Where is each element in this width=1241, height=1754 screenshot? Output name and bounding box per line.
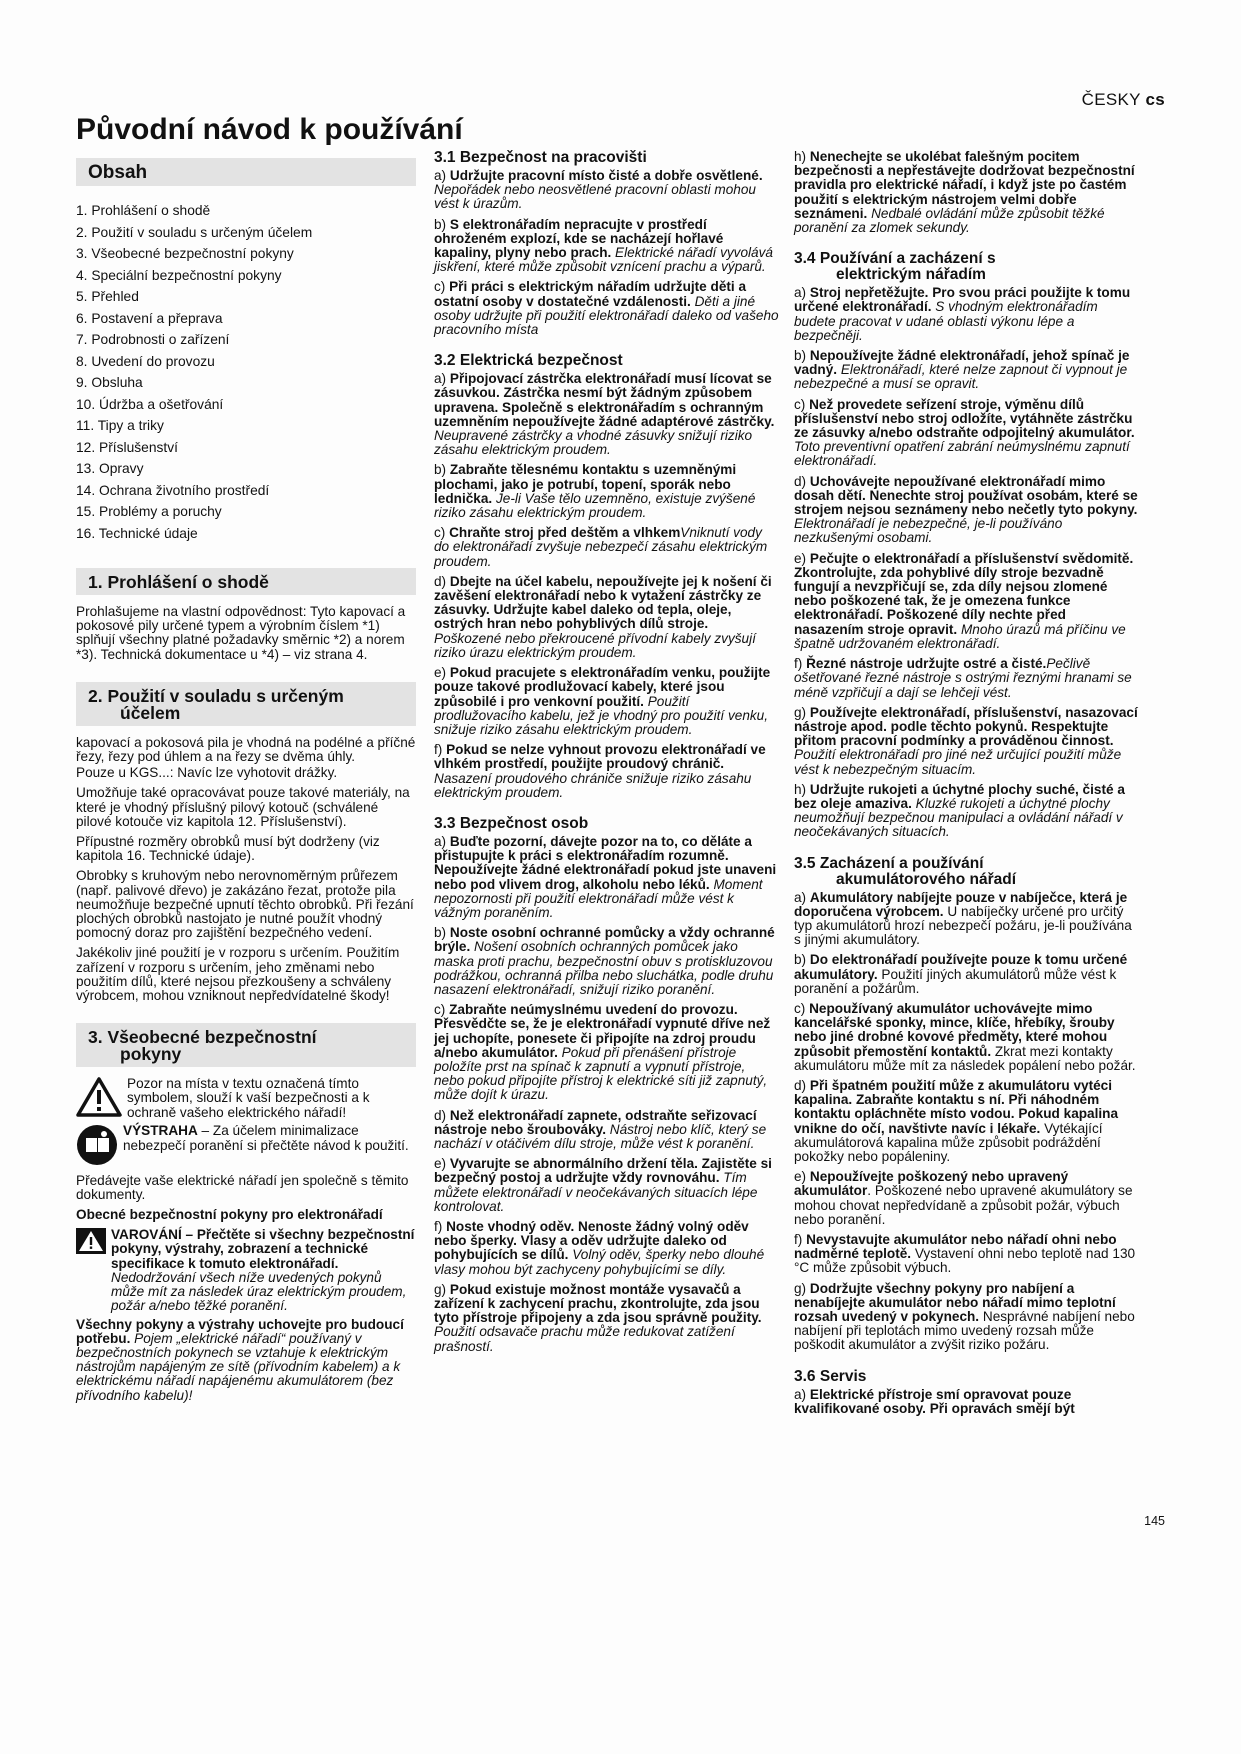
s32-item-d: d) Dbejte na účel kabelu, nepoužívejte jej k nošení či zavěšení elektronářadí nebo k vytažení zástrčky ze zásuvky. Udržujte kabel daleko od tepla, oleje, ostrých hran nebo pohyblivých dílů stroje. Poškozené nebo překroucené přívodní kabely zvyšují riziko úrazu elektrickým proudem.: [434, 573, 772, 660]
toc-item: 7. Podrobnosti o zařízení: [76, 332, 230, 347]
page-title: Původní návod k používání: [76, 113, 463, 146]
keep-instructions-bold: Všechny pokyny a výstrahy uchovejte pro budoucí potřebu.: [76, 1316, 404, 1346]
language-code: cs: [1145, 90, 1165, 109]
section-2-heading: [76, 682, 416, 726]
toc-item: 5. Přehled: [76, 289, 139, 304]
section-3-4-heading-line1: 3.4 Používání a zacházení s: [794, 250, 996, 268]
varovani-italic: Nedodržování všech níže uvedených pokynů může mít za následek úraz elektrickým proudem, požár a/nebo těžké poranění.: [111, 1269, 407, 1314]
toc-item: 1. Prohlášení o shodě: [76, 203, 211, 218]
toc-item: 10. Údržba a ošetřování: [76, 396, 224, 412]
toc-heading: Obsah: [76, 158, 416, 186]
toc-item: 15. Problémy a poruchy: [76, 504, 222, 519]
section-2-p3: Přípustné rozměry obrobků musí být dodrženy (viz kapitola 16. Technické údaje).: [76, 834, 380, 864]
s31-item-c: c) Při práci s elektrickým nářadím udržujte děti a ostatní osoby v dostatečné vzdálenosti. Děti a jiné osoby udržujte při použití elektronářadí daleko od vašeho pracovního místa: [434, 279, 779, 338]
section-2-p5: Jakékoliv jiné použití je v rozporu s určením. Použitím zařízení v rozporu s určením, jeho změnami nebo použitím dílů, které nejsou přezkoušeny a schváleny výrobcem, mohou vzniknout nepředvídatelné škody!: [76, 945, 400, 1004]
section-2-p1b: Pouze u KGS...: Navíc lze vyhotovit drážky.: [76, 765, 338, 781]
general-safety-subheading: Obecné bezpečnostní pokyny pro elektronářadí: [76, 1207, 383, 1223]
s33-item-d: d) Než elektronářadí zapnete, odstraňte seřizovací nástroje nebo šroubováky. Nástroj nebo klíč, který se nachází v otáčivém dílu stroje, může vést k poranění.: [434, 1107, 767, 1151]
s33-item-f: f) Noste vhodný oděv. Nenoste žádný volný oděv nebo šperky. Vlasy a oděv udržujte daleko od pohybujících se dílů. Volný oděv, šperky nebo dlouhé vlasy mohou být zachyceny pohybujícími se díly.: [434, 1219, 765, 1277]
column-middle: [434, 150, 779, 1360]
s32-item-b: b) Zabraňte tělesnému kontaktu s uzemněnými plochami, jako je potrubí, topení, sporák nebo lednička. Je-li Vaše tělo uzemněno, existuje zvýšené riziko zásahu elektrickým proudem.: [434, 462, 756, 521]
toc-list: [76, 200, 416, 544]
pass-documents-text: Předávejte vaše elektrické nářadí jen společně s těmito dokumenty.: [76, 1172, 409, 1202]
s35-item-g: g) Dodržujte všechny pokyny pro nabíjení a nenabíjejte akumulátor nebo nářadí mimo teplotní rozsah uvedený v pokynech. Nesprávné nabíjení nebo nabíjení při teplotách mimo uvedený rozsah může poškodit akumulátor a zvýšit riziko požáru.: [794, 1280, 1135, 1353]
toc-item: 14. Ochrana životního prostředí: [76, 482, 270, 498]
section-2-heading-line2: účelem: [120, 702, 181, 723]
section-3-6-heading: 3.6 Servis: [794, 1367, 867, 1385]
s35-item-a: a) Akumulátory nabíjejte pouze v nabíječce, která je doporučena výrobcem. U nabíječky určené pro určitý typ akumulátorů hrozí nebezpečí požáru, je-li používána s jinými akumulátory.: [794, 889, 1132, 948]
language-name: ČESKY: [1081, 90, 1141, 109]
s35-item-c: c) Nepoužívaný akumulátor uchovávejte mimo kancelářské sponky, mince, klíče, hřebíky, šrouby nebo jiné drobné kovové předměty, které mohou způsobit přemostění kontaktů. Zkrat mezi kontakty akumulátoru může mít za následek popálení nebo požár.: [794, 1000, 1136, 1073]
section-3-heading-line1: 3. Všeobecné bezpečnostní: [88, 1027, 317, 1048]
section-3-1-heading: 3.1 Bezpečnost na pracovišti: [434, 149, 647, 166]
section-3-heading-line2: pokyny: [120, 1044, 182, 1065]
section-2-p2: Umožňuje také opracovávat pouze takové materiály, na které je vhodný příslušný pilový kotouč (schválené pilové kotouče viz kapitola 12. Příslušenství).: [76, 785, 410, 829]
s33-item-g: g) Pokud existuje možnost montáže vysavačů a zařízení k zachycení prachu, zkontrolujte, zda jsou tyto přístroje připojeny a zda jsou správně použity. Použití odsavače prachu může redukovat zatížení prašností.: [434, 1281, 762, 1354]
column-left: [76, 158, 416, 1409]
column-right: [794, 150, 1139, 1422]
section-3-5-heading-line2: akumulátorového nářadí: [836, 870, 1017, 888]
s31-item-b: b) S elektronářadím nepracujte v prostředí ohroženém explozí, kde se nacházejí hořlavé kapaliny, plyny nebo prach. Elektrické nářadí vyvolává jiskření, které může způsobit vznícení prachu a výparů.: [434, 216, 773, 275]
s34-item-e: e) Pečujte o elektronářadí a příslušenství svědomitě. Zkontrolujte, zda pohyblivé díly stroje bezvadně fungují a nevzpřičují se, zda díly nejsou zlomené nebo poškozené tak, že je omezena funkce elektronářadí. Poškozené díly nechte před nasazením stroje opravit. Mnoho úrazů má příčinu ve špatně udržovaném elektronářadí.: [794, 550, 1134, 651]
toc-item: 2. Použití v souladu s určeným účelem: [76, 224, 313, 240]
s31-item-a: a) Udržujte pracovní místo čisté a dobře osvětlené. Nepořádek nebo neosvětlené pracovní oblasti mohou vést k úrazům.: [434, 168, 763, 212]
s33-item-b: b) Noste osobní ochranné pomůcky a vždy ochranné brýle. Nošení osobních ochranných pomůcek jako maska proti prachu, bezpečnostní obuv s protiskluzovou podrážkou, ochranná přilba nebo sluchátka, podle druhu nasazení elektronářadí, snižují riziko poranění.: [434, 925, 775, 997]
s34-item-h: h) Udržujte rukojeti a úchytné plochy suché, čisté a bez oleje amaziva. Kluzké rukojeti a úchytné plochy neumožňují bezpečnou manipulaci a ovládání nářadí v neočekávaných situacích.: [794, 781, 1125, 840]
toc-item: 4. Speciální bezpečnostní pokyny: [76, 267, 282, 283]
toc-item: 12. Příslušenství: [76, 439, 178, 455]
s35-item-f: f) Nevystavujte akumulátor nebo nářadí ohni nebo nadměrné teplotě. Vystavení ohni nebo teplotě nad 130 °C může způsobit výbuch.: [794, 1232, 1136, 1276]
section-2-p1: kapovací a pokosová pila je vhodná na podélné a příčné řezy, řezy pod úhlem a na řezy se dvěma úhly.: [76, 734, 416, 765]
section-3-3-heading: 3.3 Bezpečnost osob: [434, 814, 589, 832]
toc-item: 9. Obsluha: [76, 375, 143, 390]
s32-item-c: c) Chraňte stroj před deštěm a vlhkemVniknutí vody do elektronářadí zvyšuje nebezpečí zásahu elektrickým proudem.: [434, 525, 768, 569]
varovani-bold: VAROVÁNÍ – Přečtěte si všechny bezpečnostní pokyny, výstrahy, zobrazení a technické specifikace k tomuto elektronářadí.: [111, 1227, 415, 1271]
read-manual-icon: [76, 1124, 118, 1169]
toc-item: 13. Opravy: [76, 461, 144, 476]
toc-item: 8. Uvedení do provozu: [76, 353, 215, 369]
warning-triangle-icon: [76, 1077, 122, 1120]
s34-item-d: d) Uchovávejte nepoužívané elektronářadí mimo dosah dětí. Nenechte stroj používat osobám, které se strojem nejsou seznámeny nebo nečetly tyto pokyny. Elektronářadí je nebezpečné, je-li používáno nezkušenými osobami.: [794, 473, 1138, 546]
section-2-p4: Obrobky s kruhovým nebo nerovnoměrným průřezem (např. palivové dřevo) je zakázáno řezat, protože pila neumožňuje bezpečné upnutí těchto obrobků. Při řezání plochých obrobků nastojato je nutné použít vhodný pomocný doraz pro zajištění bezpečného vedení.: [76, 868, 414, 941]
s36-item-a: a) Elektrické přístroje smí opravovat pouze kvalifikované osoby. Při opravách smějí být: [794, 1386, 1075, 1416]
section-2-heading-line1: 2. Použití v souladu s určeným: [88, 685, 344, 706]
s34-item-b: b) Nepoužívejte žádné elektronářadí, jehož spínač je vadný. Elektronářadí, které nelze zapnout či vypnout je nebezpečné a musí se opravit.: [794, 348, 1130, 392]
section-3-5-heading: [794, 856, 1139, 888]
s33-item-h: h) Nenechejte se ukolébat falešným pocitem bezpečnosti a nepřestávejte dodržovat bezpečnostní pravidla pro elektrické nářadí, i když jste po častém použití s elektrickým nástrojem velmi dobře seznámeni. Nedbalé ovládání může způsobit těžké poranění za zlomek sekundy.: [794, 149, 1135, 236]
toc-item: 6. Postavení a přeprava: [76, 310, 223, 326]
s34-item-g: g) Používejte elektronářadí, příslušenství, nasazovací nástroje apod. podle těchto pokynů. Respektujte přitom pracovní podmínky a prováděnou činnost. Použití elektronářadí pro jiné než určující použití může vést k nebezpečným situacím.: [794, 704, 1138, 777]
toc-item: 11. Tipy a triky: [76, 418, 164, 433]
read-manual-note: [76, 1124, 416, 1169]
s35-item-e: e) Nepoužívejte poškozený nebo upravený akumulátor. Poškozené nebo upravené akumulátory se mohou chovat nepředvídaně a způsobit požár, výbuch nebo poranění.: [794, 1169, 1133, 1227]
section-3-heading: [76, 1023, 416, 1067]
s32-item-a: a) Připojovací zástrčka elektronářadí musí lícovat se zásuvkou. Zástrčka nesmí být žádným způsobem upravena. Společně s elektronářadím s ochranným uzemněním nepoužívejte žádné adaptérové zástrčky. Neupravené zástrčky a vhodné zásuvky snižují riziko zásahu elektrickým proudem.: [434, 371, 775, 458]
s34-item-c: c) Než provedete seřízení stroje, výměnu dílů příslušenství nebo stroj odložíte, vytáhněte zástrčku ze zásuvky a/nebo odstraňte odpojitelný akumulátor. Toto preventivní opatření zabrání neúmyslnému zapnutí elektronářadí.: [794, 396, 1135, 469]
varovani-note: [76, 1228, 416, 1313]
warning-sign-icon: [76, 1228, 106, 1257]
page-number: 145: [1144, 1514, 1165, 1528]
keep-instructions-italic: Pojem „elektrické nářadí“ používaný v bezpečnostních pokynech se vztahuje k elektrickým nástrojům napájeným ze sítě (přívodním kabelem) a k elektrickému nářadí napájenému akumulátorem (bez přívodního kabelu)!: [76, 1330, 401, 1403]
s34-item-f: f) Řezné nástroje udržujte ostré a čisté.Pečlivě ošetřované řezné nástroje s ostrými řeznými hranami se méně vzpřičují a dají se lehčeji vést.: [794, 656, 1132, 700]
section-3-4-heading-line2: elektrickým nářadím: [836, 266, 986, 284]
s32-item-e: e) Pokud pracujete s elektronářadím venku, použijte pouze takové prodlužovací kabely, které jsou způsobilé i pro venkovní použití. Použití prodlužovacího kabelu, jež je vhodný pro použití venku, snižuje riziko zásahu elektrickým proudem.: [434, 665, 771, 737]
s32-item-f: f) Pokud se nelze vyhnout provozu elektronářadí ve vlhkém prostředí, použijte proudový chránič. Nasazení proudového chrániče snižuje riziko zásahu elektrickým proudem.: [434, 742, 766, 800]
s33-item-a: a) Buďte pozorní, dávejte pozor na to, co děláte a přistupujte k práci s elektronářadím rozumně. Nepoužívejte žádné elektronářadí pokud jste unaveni nebo pod vlivem drog, alkoholu nebo léků. Moment nepozornosti při použití elektronářadí může vést k vážným poraněním.: [434, 833, 777, 920]
section-1-heading: 1. Prohlášení o shodě: [76, 568, 416, 595]
toc-item: 16. Technické údaje: [76, 525, 198, 541]
caution-note: [76, 1077, 416, 1120]
caution-text: Pozor na místa v textu označená tímto symbolem, slouží k vaší bezpečnosti a k ochraně vašeho elektrického nářadí!: [127, 1076, 370, 1120]
section-1-text: Prohlašujeme na vlastní odpovědnost: Tyto kapovací a pokosové pily určené typem a výrobním číslem *1) splňují všechny platné požadavky směrnic *2) a norem *3). Technická dokumentace u *4) – viz strana 4.: [76, 604, 406, 662]
section-3-4-heading: [794, 251, 1139, 283]
s33-item-e: e) Vyvarujte se abnormálního držení těla. Zajistěte si bezpečný postoj a udržujte vždy rovnováhu. Tím můžete elektronářadí v neočekávaných situacích lépe kontrolovat.: [434, 1156, 772, 1214]
section-3-2-heading: 3.2 Elektrická bezpečnost: [434, 352, 623, 370]
toc-item: 3. Všeobecné bezpečnostní pokyny: [76, 246, 294, 261]
language-header: [1082, 90, 1165, 110]
warning-label: VÝSTRAHA: [123, 1123, 198, 1139]
s35-item-d: d) Při špatném použití může z akumulátoru vytéci kapalina. Zabraňte kontaktu s ní. Při náhodném kontaktu opláchněte místo vodou. Pokud kapalina vnikne do očí, navštivte navíc i lékaře. Vytékající akumulátorová kapalina může způsobit podráždění pokožky nebo popáleniny.: [794, 1077, 1119, 1164]
s35-item-b: b) Do elektronářadí používejte pouze k tomu určené akumulátory. Použití jiných akumulátorů může vést k poranění a požárům.: [794, 952, 1128, 996]
warning-text: – Za účelem minimalizace nebezpečí poranění si přečtěte návod k použití.: [123, 1123, 409, 1153]
s33-item-c: c) Zabraňte neúmyslnému uvedení do provozu. Přesvědčte se, že je elektronářadí vypnuté dříve než jej uchopíte, ponesete či připojíte na zdroj proudu a/nebo akumulátor. Pokud při přenášení přístroje položíte prst na spínač k zapnutí a vypnutí přístroje, nebo pokud připojíte přístroj k elektrické síti již zapnutý, může dojít k úrazu.: [434, 1002, 771, 1103]
section-3-5-heading-line1: 3.5 Zacházení a používání: [794, 854, 984, 872]
s34-item-a: a) Stroj nepřetěžujte. Pro svou práci použijte k tomu určené elektronářadí. S vhodným elektronářadím budete pracovat v udané oblasti výkonu lépe a bezpečněji.: [794, 285, 1131, 343]
